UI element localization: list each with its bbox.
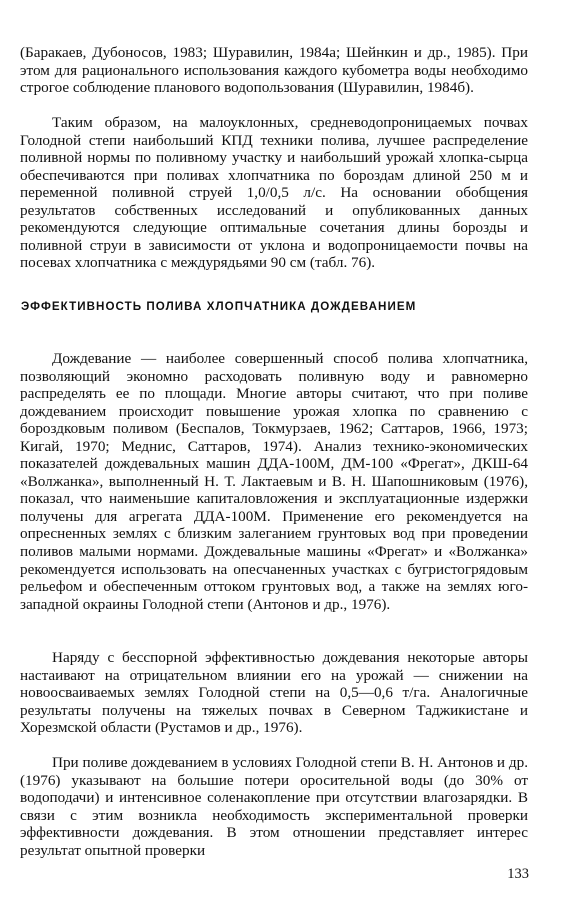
paragraph-water-losses: При поливе дождеванием в условиях Голодной степи В. Н. Антонов и др. (1976) указывают на большие потери оросительной воды (до 30% от водоподачи) и интенсивное соленакопление при отсутствии влагозарядки. В связи с этим возникла необходимость экспериментальной проверки эффективности дождевания. В этом отношении представляет интерес результат опытной проверки (20, 754, 528, 859)
paragraph-references-continuation: (Баракаев, Дубоносов, 1983; Шуравилин, 1984а; Шейнкин и др., 1985). При этом для рационального использования каждого кубометра воды необходимо строгое соблюдение планового водопользования (Шуравилин, 1984б). (20, 44, 528, 97)
section-heading: ЭФФЕКТИВНОСТЬ ПОЛИВА ХЛОПЧАТНИКА ДОЖДЕВАНИЕМ (21, 300, 417, 313)
paragraph-conclusion: Таким образом, на малоуклонных, средневодопроницаемых почвах Голодной степи наибольший КПД техники полива, лучшее распределение поливной нормы по поливному участку и наибольший урожай хлопка-сырца обеспечиваются при поливах хлопчатника по бороздам длиной 250 м и переменной поливной струей 1,0/0,5 л/с. На основании обобщения результатов собственных исследований и опубликованных данных рекомендуются следующие оптимальные сочетания длины борозды и поливной струи в зависимости от уклона и водопроницаемости почвы на посевах хлопчатника с междурядьями 90 см (табл. 76). (20, 114, 528, 272)
paragraph-sprinkling-intro: Дождевание — наиболее совершенный способ полива хлопчатника, позволяющий экономно расходовать поливную воду и равномерно распределять ее по площади. Многие авторы считают, что при поливе дождеванием происходит повышение урожая хлопка по сравнению с бороздковым поливом (Беспалов, Токмурзаев, 1962; Саттаров, 1966, 1973; Кигай, 1970; Меднис, Саттаров, 1974). Анализ технико-экономических показателей дождевальных машин ДДА-100М, ДМ-100 «Фрегат», ДКШ-64 «Волжанка», выполненный Н. Т. Лактаевым и В. Н. Шапошниковым (1976), показал, что наименьшие капиталовложения и эксплуатационные издержки получены для агрегата ДДА-100М. Применение его рекомендуется на опресненных землях с близким залеганием грунтовых вод при проведении поливов малыми нормами. Дождевальные машины «Фрегат» и «Волжанка» рекомендуется использовать на опесчаненных участках с бугристогрядовым рельефом и обеспеченным оттоком грунтовых вод, а также на землях юго-западной окраины Голодной степи (Антонов и др., 1976). (20, 350, 528, 613)
paragraph-negative-effects: Наряду с бесспорной эффективностью дождевания некоторые авторы настаивают на отрицательном влиянии его на урожай — снижении на новоосваиваемых землях Голодной степи на 0,5—0,6 т/га. Аналогичные результаты получены на тяжелых почвах в Северном Таджикистане и Хорезмской области (Рустамов и др., 1976). (20, 649, 528, 737)
page-number: 133 (507, 866, 529, 882)
